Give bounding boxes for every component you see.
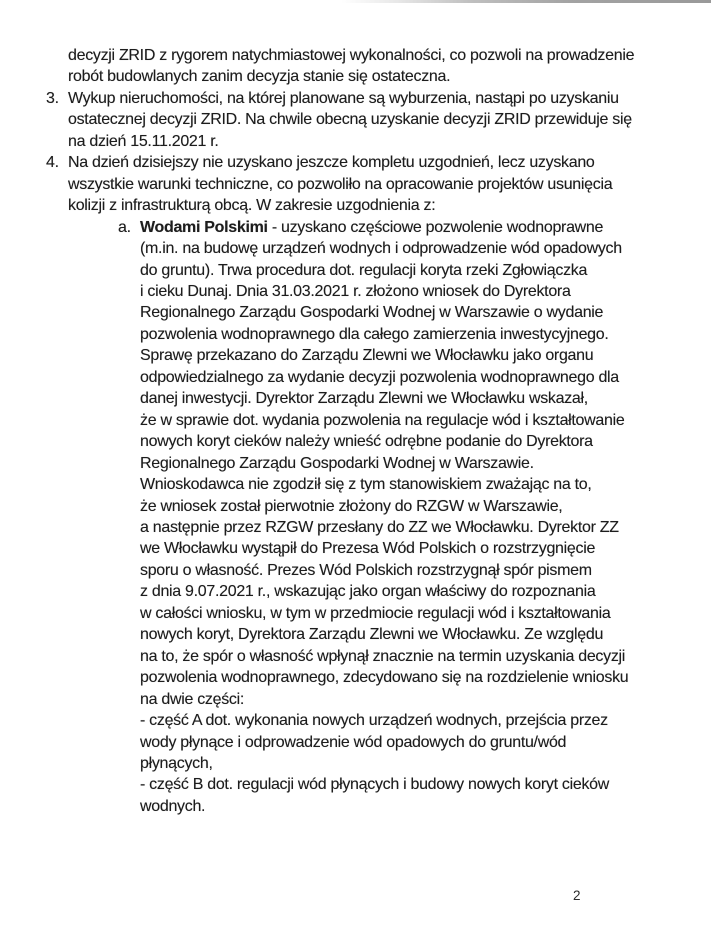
list-item-4-number: 4.: [46, 154, 59, 172]
text-line: wszystkie warunki techniczne, co pozwoliło na opracowanie projektów usunięcia: [68, 175, 613, 193]
text-line: nowych koryt cieków należy wnieść odrębne podanie do Dyrektora: [140, 433, 593, 451]
text-line: - część B dot. regulacji wód płynących i budowy nowych koryt cieków: [140, 776, 610, 794]
text-line: Wnioskodawca nie zgodził się z tym stanowiskiem zważając na to,: [140, 476, 592, 494]
list-item-3-number: 3.: [46, 89, 59, 107]
text-line: ostatecznej decyzji ZRID. Na chwile obecną uzyskanie decyzji ZRID przewiduje się: [68, 111, 632, 129]
text-line: robót budowlanych zanim decyzja stanie się ostateczna.: [68, 68, 451, 86]
text-line: i cieku Dunaj. Dnia 31.03.2021 r. złożono wniosek do Dyrektora: [140, 282, 571, 300]
list-item-3-first-line: [46, 88, 676, 109]
text-line: nowych koryt, Dyrektora Zarządu Zlewni we Włocławku. Ze względu: [140, 626, 604, 644]
text-line: pozwolenia wodnoprawnego, zdecydowano się na rozdzielenie wniosku: [140, 669, 629, 687]
sub-item-a-letter: a.: [118, 218, 131, 236]
text-line: a następnie przez RZGW przesłany do ZZ we Włocławku. Dyrektor ZZ: [140, 518, 619, 536]
page-number: 2: [573, 888, 581, 903]
document-body-text: [46, 45, 676, 817]
text-line: na dwie części:: [140, 690, 244, 708]
text-line: odpowiedzialnego za wydanie decyzji pozwolenia wodnoprawnego dla: [140, 368, 619, 386]
list-item-4-continuation: [46, 174, 676, 217]
list-item-3: [46, 88, 676, 152]
text-line: w całości wniosku, w tym w przedmiocie regulacji wód i kształtowania: [140, 604, 611, 622]
sub-item-a-continuation: [46, 238, 676, 817]
text-line: danej inwestycji. Dyrektor Zarządu Zlewni we Włocławku wskazał,: [140, 390, 588, 408]
list-item-3-continuation: [46, 109, 676, 152]
text-line: do gruntu). Trwa procedura dot. regulacji koryta rzeki Zgłowiączka: [140, 261, 588, 279]
sub-item-a-first-line: [46, 217, 676, 238]
sub-item-a-lead-rest: - uzyskano częściowe pozwolenie wodnoprawne: [267, 218, 604, 236]
text-line: na dzień 15.11.2021 r.: [68, 132, 219, 150]
sub-item-a: [46, 217, 676, 818]
list-item-3-text: Wykup nieruchomości, na której planowane są wyburzenia, nastąpi po uzyskaniu: [68, 89, 619, 107]
text-line: wody płynące i odprowadzenie wód opadowych do gruntu/wód: [140, 733, 567, 751]
text-line: wodnych.: [140, 797, 206, 815]
scanner-edge-artifact: [0, 0, 711, 3]
text-line: że w sprawie dot. wydania pozwolenia na regulacje wód i kształtowanie: [140, 411, 625, 429]
sub-item-a-bold-lead: Wodami Polskimi: [140, 218, 268, 236]
text-line: sporu o własność. Prezes Wód Polskich rozstrzygnął spór pismem: [140, 561, 592, 579]
list-item-4: [46, 152, 676, 216]
text-line: z dnia 9.07.2021 r., wskazując jako organ właściwy do rozpoznania: [140, 583, 596, 601]
text-line: płynących,: [140, 754, 213, 772]
text-line: Regionalnego Zarządu Gospodarki Wodnej w Warszawie o wydanie: [140, 304, 604, 322]
text-line: kolizji z infrastrukturą obcą. W zakresie uzgodnienia z:: [68, 197, 436, 215]
text-line: (m.in. na budowę urządzeń wodnych i odprowadzenie wód opadowych: [140, 240, 622, 258]
text-line: decyzji ZRID z rygorem natychmiastowej wykonalności, co pozwoli na prowadzenie: [68, 47, 635, 64]
list-item-4-first-line: [46, 152, 676, 173]
text-line: we Włocławku wystąpił do Prezesa Wód Polskich o rozstrzygnięcie: [140, 540, 596, 558]
text-line: pozwolenia wodnoprawnego dla całego zamierzenia inwestycyjnego.: [140, 325, 609, 343]
text-line: że wniosek został pierwotnie złożony do RZGW w Warszawie,: [140, 497, 563, 515]
text-line: - część A dot. wykonania nowych urządzeń wodnych, przejścia przez: [140, 712, 608, 730]
item2-continuation-paragraph: [46, 45, 676, 88]
text-line: Sprawę przekazano do Zarządu Zlewni we Włocławku jako organu: [140, 347, 594, 365]
list-item-4-text: Na dzień dzisiejszy nie uzyskano jeszcze kompletu uzgodnień, lecz uzyskano: [68, 154, 595, 172]
text-line: na to, że spór o własność wpłynął znacznie na termin uzyskania decyzji: [140, 647, 626, 665]
text-line: Regionalnego Zarządu Gospodarki Wodnej w Warszawie.: [140, 454, 534, 472]
